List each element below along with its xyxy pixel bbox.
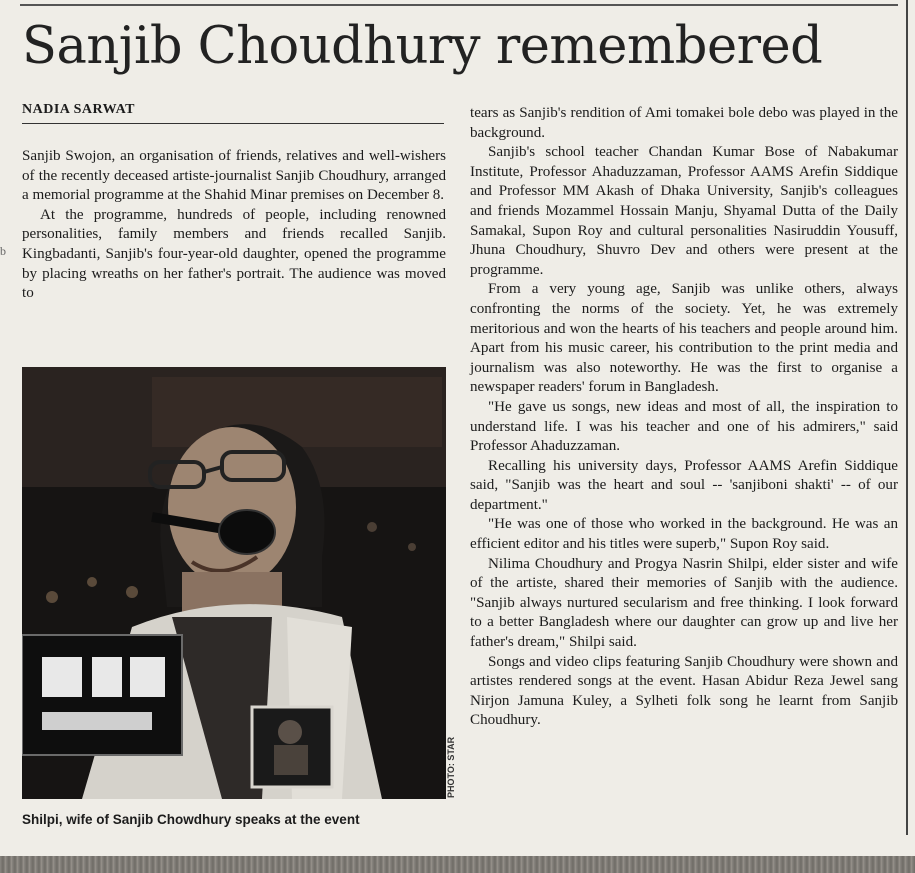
top-rule bbox=[20, 4, 898, 6]
photo-caption: Shilpi, wife of Sanjib Chowdhury speaks at the event bbox=[22, 812, 360, 827]
byline: NADIA SARWAT bbox=[22, 102, 444, 124]
paragraph: From a very young age, Sanjib was unlike others, always confronting the norms of the society. Yet, he was extremely meritorious and won the hearts of his teachers and people around him. Apart from his music career, his contribution to the print media and journalism was also noteworthy. He was the first to organise a newspaper readers' forum in Bangladesh. bbox=[470, 281, 898, 396]
page-edge bbox=[0, 856, 915, 873]
paragraph: Songs and video clips featuring Sanjib Choudhury were shown and artistes rendered songs at the event. Hasan Abidur Reza Jewel sang Nirjon Jamuna Kuley, a Sylheti folk song he learnt from Sanjib Choudhury. bbox=[470, 653, 898, 729]
speaker-photo-illustration bbox=[22, 367, 446, 799]
paragraph: tears as Sanjib's rendition of Ami tomakei bole debo was played in the background. bbox=[470, 105, 898, 141]
paragraph: "He was one of those who worked in the background. He was an efficient editor and his titles were superb," Supon Roy said. bbox=[470, 516, 898, 553]
paragraph: "He gave us songs, new ideas and most of all, the inspiration to understand life. I was his teacher and one of his admirers," said Professor Ahaduzzaman. bbox=[470, 398, 898, 455]
headline: Sanjib Choudhury remembered bbox=[22, 17, 823, 76]
article-column-2 bbox=[470, 104, 898, 731]
paragraph: At the programme, hundreds of people, including renowned personalities, family members and friends recalled Sanjib. Kingbadanti, Sanjib's four-year-old daughter, opened the programme by placing wreaths on her father's portrait. The audience was moved to bbox=[22, 206, 446, 302]
column-rule bbox=[906, 0, 908, 835]
photo-credit: PHOTO: STAR bbox=[446, 736, 456, 798]
paragraph: Sanjib Swojon, an organisation of friends, relatives and well-wishers of the recently deceased artiste-journalist Sanjib Choudhury, arranged a memorial programme at the Shahid Minar premises on December 8. bbox=[22, 148, 446, 204]
margin-mark: b bbox=[0, 244, 6, 258]
news-photo bbox=[22, 367, 446, 799]
paragraph: Recalling his university days, Professor AAMS Arefin Siddique said, "Sanjib was the heart and soul -- 'sanjiboni shakti' -- of our department." bbox=[470, 457, 898, 513]
article-column-1 bbox=[22, 147, 446, 304]
paragraph: Nilima Choudhury and Progya Nasrin Shilpi, elder sister and wife of the artiste, shared their memories of Sanjib with the audience. "Sanjib always nurtured secularism and free thinking. I look forward to a better Bangladesh where our daughter can grow up and live her father's dream," Shilpi said. bbox=[470, 555, 898, 651]
paragraph: Sanjib's school teacher Chandan Kumar Bose of Nabakumar Institute, Professor Ahaduzzaman, Professor AAMS Arefin Siddique and Professor MM Akash of Dhaka University, Sanjib's colleagues and friends Mozammel Hossain Manju, Shyamal Dutta of the Daily Samakal, Supon Roy and cultural personalities Nasiruddin Yousuff, Jhuna Choudhury, Shuvro Dev and others were present at the programme. bbox=[470, 144, 898, 278]
